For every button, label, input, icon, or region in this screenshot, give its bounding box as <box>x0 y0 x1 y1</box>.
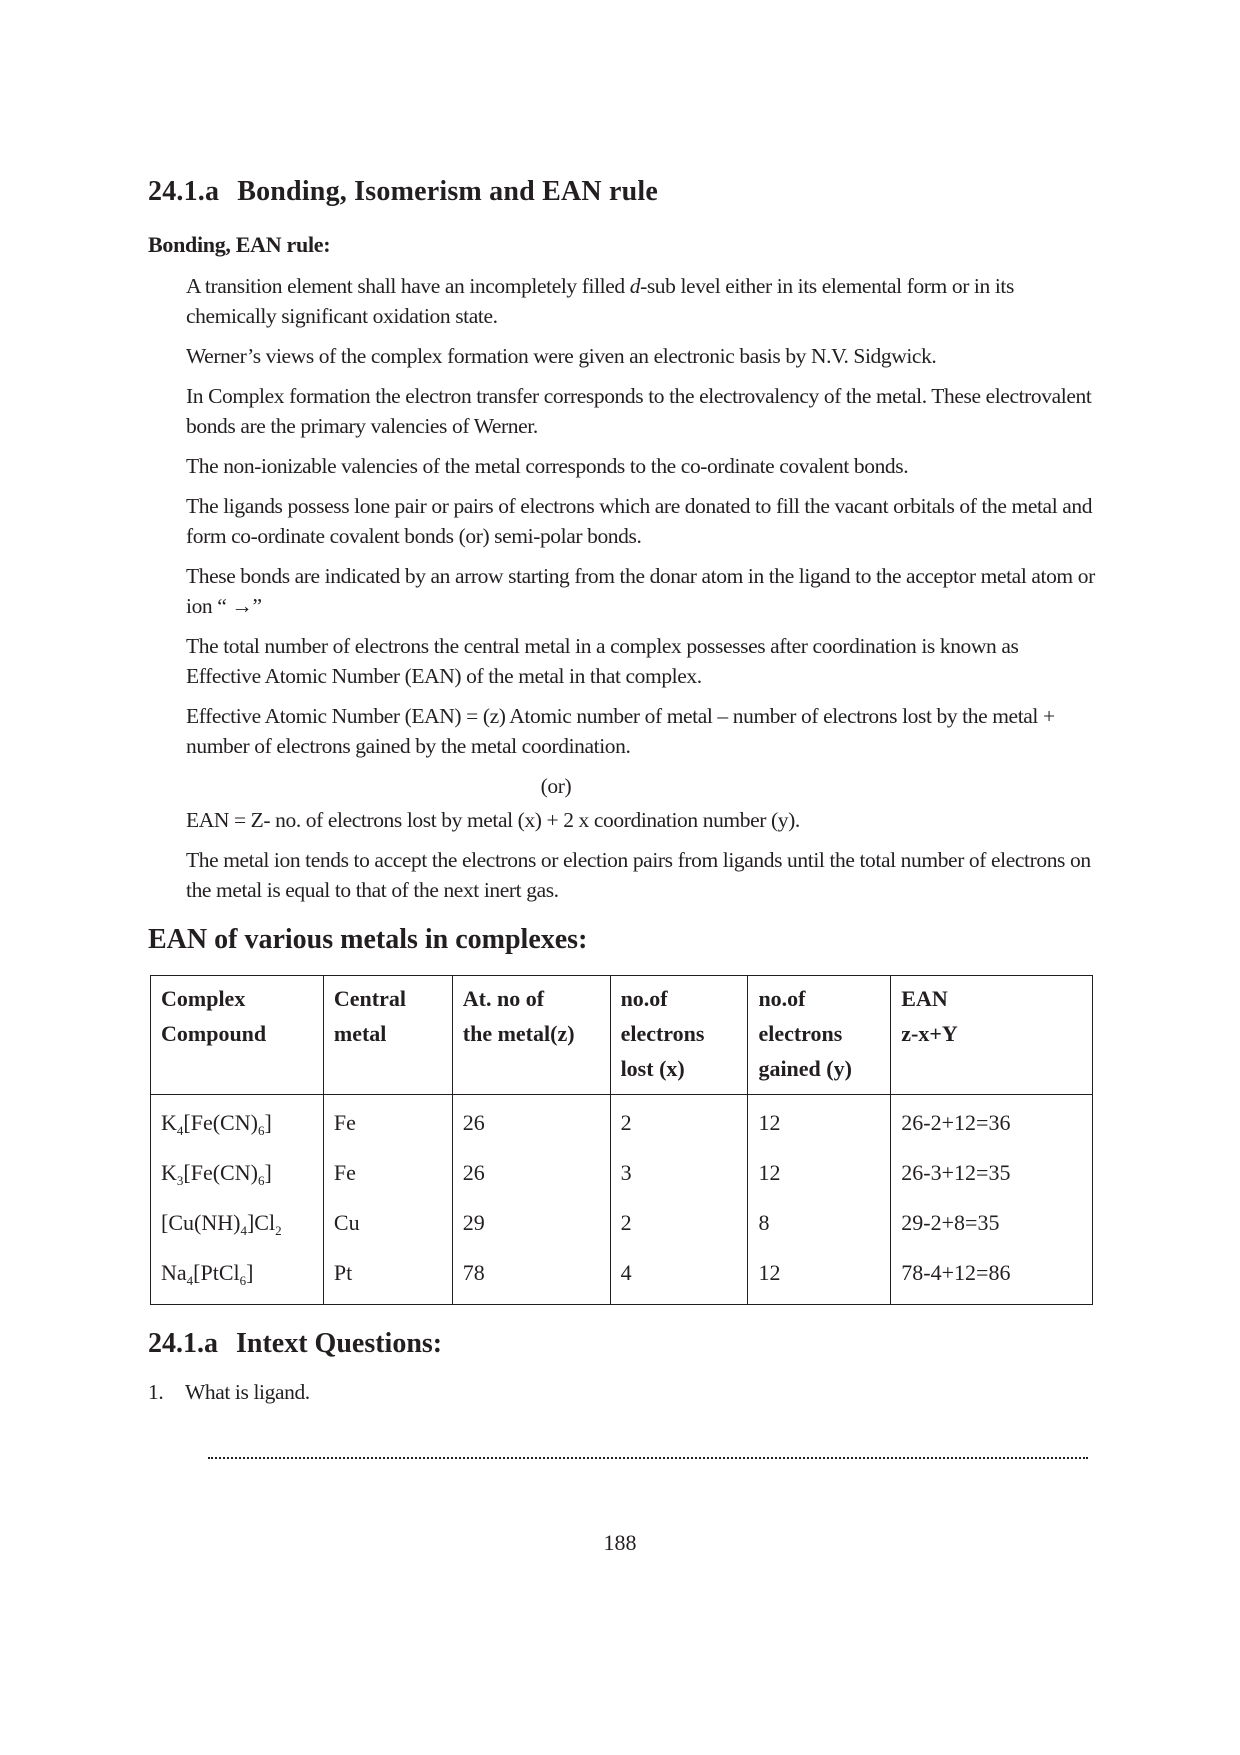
table-row <box>151 1198 1093 1248</box>
compound-cell <box>151 1095 324 1149</box>
subscript: 6 <box>239 1273 247 1288</box>
header-line: metal <box>333 1021 387 1046</box>
x-cell: 2 <box>610 1095 748 1149</box>
z-cell: 26 <box>452 1148 610 1198</box>
table-row <box>151 1148 1093 1198</box>
table-header-cell <box>610 976 748 1095</box>
header-line: Compound <box>161 1021 267 1046</box>
paragraph: The total number of electrons the central metal in a complex possesses after coordination is known as Effective Atomic Number (EAN) of the metal in that complex. <box>186 634 1019 688</box>
table-header-cell <box>891 976 1093 1095</box>
formula-part: [Fe(CN) <box>183 1160 258 1185</box>
paragraph: Effective Atomic Number (EAN) = (z) Atomic number of metal – number of electrons lost by the metal + number of electrons gained by the metal coordination. <box>186 704 1055 758</box>
metal-cell: Fe <box>323 1148 452 1198</box>
ean-cell: 26-2+12=36 <box>891 1095 1093 1149</box>
y-cell: 12 <box>748 1095 891 1149</box>
z-cell: 29 <box>452 1198 610 1248</box>
or-separator: (or) <box>540 774 572 798</box>
header-line: z-x+Y <box>901 1021 958 1046</box>
y-cell: 12 <box>748 1148 891 1198</box>
paragraph: The ligands possess lone pair or pairs of electrons which are donated to fill the vacant orbitals of the metal and form co-ordinate covalent bonds (or) semi-polar bonds. <box>186 494 1093 548</box>
section-number: 24.1.a <box>148 176 220 207</box>
metal-cell: Cu <box>323 1198 452 1248</box>
formula-part: ] <box>246 1260 254 1285</box>
formula-part: [Fe(CN) <box>183 1110 258 1135</box>
ean-cell: 29-2+8=35 <box>891 1198 1093 1248</box>
formula-part: ] <box>264 1110 272 1135</box>
header-line: electrons <box>758 1021 843 1046</box>
subscript: 6 <box>257 1173 265 1188</box>
metal-cell: Pt <box>323 1248 452 1305</box>
header-line: Complex <box>161 986 246 1011</box>
y-cell: 8 <box>748 1198 891 1248</box>
compound-cell <box>151 1198 324 1248</box>
x-cell: 2 <box>610 1198 748 1248</box>
question-number: 1. <box>148 1380 164 1404</box>
section-heading <box>148 176 658 208</box>
compound-cell <box>151 1148 324 1198</box>
subheading: Bonding, EAN rule: <box>148 232 331 257</box>
z-cell: 26 <box>452 1095 610 1149</box>
subscript: 6 <box>257 1123 265 1138</box>
metal-cell: Fe <box>323 1095 452 1149</box>
table-title: EAN of various metals in complexes: <box>148 924 588 955</box>
formula-part: [Cu(NH) <box>161 1210 241 1235</box>
header-line: the metal(z) <box>462 1021 575 1046</box>
table-row <box>151 1095 1093 1149</box>
subscript: 3 <box>176 1173 184 1188</box>
z-cell: 78 <box>452 1248 610 1305</box>
paragraph: The metal ion tends to accept the electrons or election pairs from ligands until the total number of electrons on the metal is equal to that of the next inert gas. <box>186 848 1091 902</box>
paragraph: A transition element shall have an incompletely filled d-sub level either in its elemental form or in its chemically significant oxidation state. <box>186 274 1014 328</box>
section-title: Bonding, Isomerism and EAN rule <box>237 176 659 207</box>
formula-part: [PtCl <box>193 1260 240 1285</box>
paragraph: These bonds are indicated by an arrow starting from the donar atom in the ligand to the acceptor metal atom or ion “ →” <box>186 564 1095 618</box>
header-line: gained (y) <box>758 1056 852 1081</box>
intext-title: Intext Questions: <box>236 1328 443 1359</box>
formula-part: K <box>161 1160 177 1185</box>
body-text <box>186 271 1096 915</box>
table-row <box>151 1248 1093 1305</box>
formula-part: ] <box>264 1160 272 1185</box>
table-header-cell <box>323 976 452 1095</box>
header-line: lost (x) <box>620 1056 685 1081</box>
paragraph: In Complex formation the electron transfer corresponds to the electrovalency of the metal. These electrovalent bonds are the primary valencies of Werner. <box>186 384 1092 438</box>
table-header-cell <box>452 976 610 1095</box>
question-item <box>148 1380 310 1405</box>
subscript: 4 <box>186 1273 194 1288</box>
ean-cell: 26-3+12=35 <box>891 1148 1093 1198</box>
paragraph: The non-ionizable valencies of the metal corresponds to the co-ordinate covalent bonds. <box>186 454 909 478</box>
formula-paragraph: EAN = Z- no. of electrons lost by metal (x) + 2 x coordination number (y). <box>186 808 800 832</box>
paragraph: Werner’s views of the complex formation were given an electronic basis by N.V. Sidgwick. <box>186 344 937 368</box>
x-cell: 4 <box>610 1248 748 1305</box>
intext-heading <box>148 1328 442 1360</box>
x-cell: 3 <box>610 1148 748 1198</box>
table-header-row <box>151 976 1093 1095</box>
intext-number: 24.1.a <box>148 1328 218 1359</box>
y-cell: 12 <box>748 1248 891 1305</box>
header-line: electrons <box>620 1021 705 1046</box>
header-line: At. no of <box>462 986 545 1011</box>
header-line: no.of <box>758 986 806 1011</box>
ean-cell: 78-4+12=86 <box>891 1248 1093 1305</box>
table-header-cell <box>748 976 891 1095</box>
formula-part: Na <box>161 1260 187 1285</box>
question-text: What is ligand. <box>185 1380 310 1404</box>
answer-line[interactable] <box>208 1445 1088 1459</box>
header-line: no.of <box>620 986 668 1011</box>
formula-part: K <box>161 1110 177 1135</box>
subscript: 2 <box>275 1223 282 1238</box>
header-line: EAN <box>901 986 948 1011</box>
header-line: Central <box>333 986 406 1011</box>
page-number: 188 <box>603 1530 637 1555</box>
table-body <box>151 1095 1093 1305</box>
formula-part: ]Cl <box>246 1210 276 1235</box>
ean-table <box>150 975 1093 1305</box>
subscript: 4 <box>176 1123 184 1138</box>
compound-cell <box>151 1248 324 1305</box>
subscript: 4 <box>240 1223 247 1238</box>
table-header-cell <box>151 976 324 1095</box>
